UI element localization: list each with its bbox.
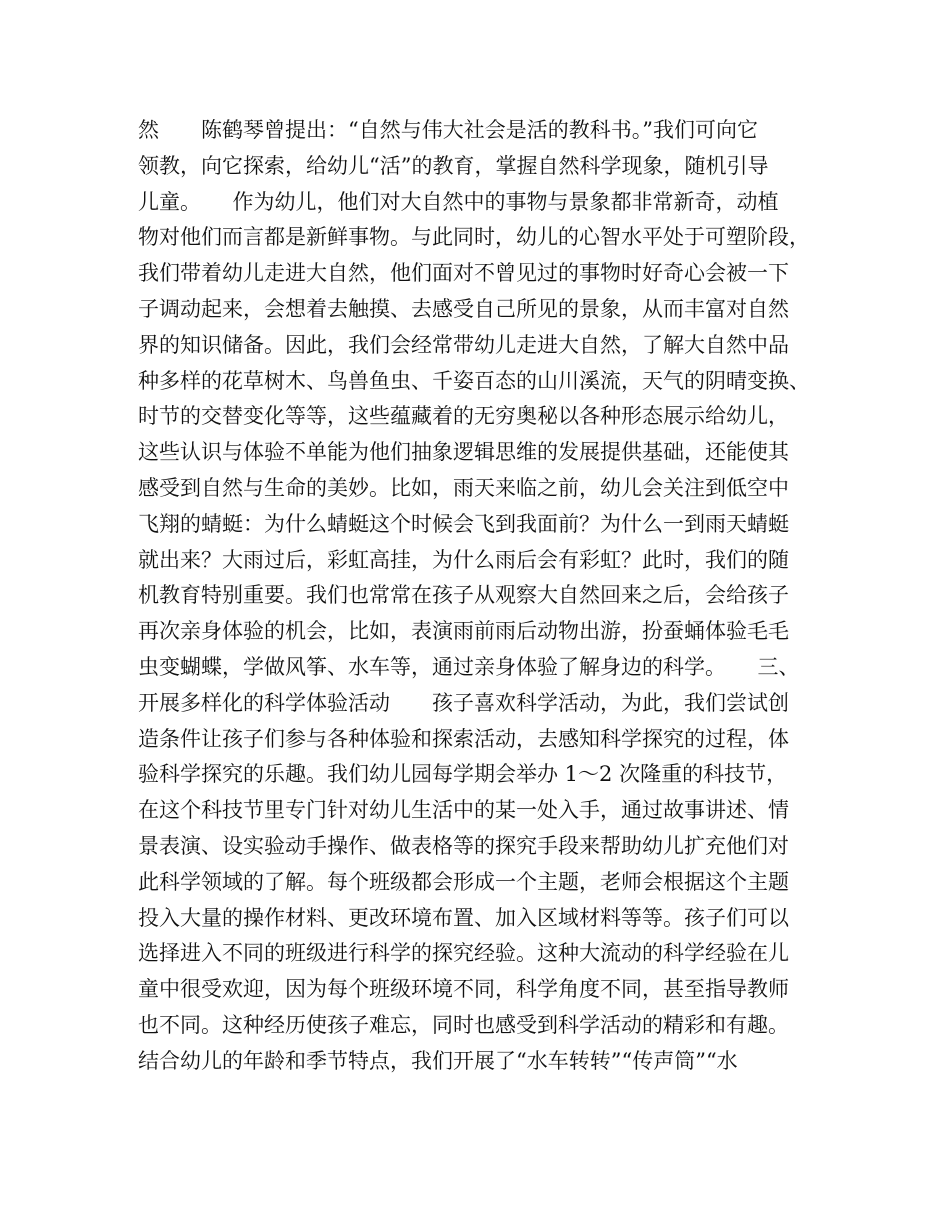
- text-line: 飞翔的蜻蜓：为什么蜻蜓这个时候会飞到我面前？为什么一到雨天蜻蜓: [138, 511, 789, 536]
- text-line: 机教育特别重要。我们也常常在孩子从观察大自然回来之后，会给孩子: [138, 583, 789, 608]
- text-line: 景表演、设实验动手操作、做表格等的探究手段来帮助幼儿扩充他们对: [138, 833, 789, 858]
- text-line: 造条件让孩子们参与各种体验和探索活动，去感知科学探究的过程，体: [138, 726, 789, 751]
- text-line: 然 陈鹤琴曾提出：“自然与伟大社会是活的教科书。”我们可向它: [138, 118, 758, 142]
- text-line: 子调动起来，会想着去触摸、去感受自己所见的景象，从而丰富对自然: [138, 296, 789, 321]
- text-line: 时节的交替变化等等，这些蕴藏着的无穷奥秘以各种形态展示给幼儿，: [138, 404, 789, 429]
- text-line: 童中很受欢迎，因为每个班级环境不同，科学角度不同，甚至指导教师: [138, 977, 789, 1002]
- text-line: 界的知识储备。因此，我们会经常带幼儿走进大自然，了解大自然中品: [138, 332, 789, 357]
- text-line: 儿童。 作为幼儿，他们对大自然中的事物与景象都非常新奇，动植: [138, 189, 779, 214]
- text-line: 种多样的花草树木、鸟兽鱼虫、千姿百态的山川溪流，天气的阴晴变换、: [138, 368, 810, 393]
- text-line: 此科学领域的了解。每个班级都会形成一个主题，老师会根据这个主题: [138, 869, 789, 894]
- text-line: 就出来？大雨过后，彩虹高挂，为什么雨后会有彩虹？此时，我们的随: [138, 547, 789, 572]
- text-line: 选择进入不同的班级进行科学的探究经验。这种大流动的科学经验在儿: [138, 941, 789, 966]
- text-line: 在这个科技节里专门针对幼儿生活中的某一处入手，通过故事讲述、情: [138, 798, 789, 823]
- text-line: 我们带着幼儿走进大自然，他们面对不曾见过的事物时好奇心会被一下: [138, 261, 789, 286]
- text-line: 也不同。这种经历使孩子难忘，同时也感受到科学活动的精彩和有趣。: [138, 1012, 789, 1037]
- text-line: 验科学探究的乐趣。我们幼儿园每学期会举办 1～2 次隆重的科技节，: [138, 762, 788, 787]
- text-line: 感受到自然与生命的美妙。比如，雨天来临之前，幼儿会关注到低空中: [138, 475, 789, 500]
- text-line: 这些认识与体验不单能为他们抽象逻辑思维的发展提供基础，还能使其: [138, 440, 789, 465]
- text-line: 领教，向它探索，给幼儿“活”的教育，掌握自然科学现象，随机引导: [138, 153, 769, 178]
- text-line: 结合幼儿的年龄和季节特点，我们开展了“水车转转”“传声筒”“水: [138, 1048, 738, 1073]
- text-line: 虫变蝴蝶，学做风筝、水车等，通过亲身体验了解身边的科学。 三、: [138, 654, 800, 679]
- text-line: 再次亲身体验的机会，比如，表演雨前雨后动物出游，扮蚕蛹体验毛毛: [138, 619, 789, 644]
- body-text: [138, 113, 838, 1080]
- text-line: 物对他们而言都是新鲜事物。与此同时，幼儿的心智水平处于可塑阶段，: [138, 225, 810, 250]
- text-line: 投入大量的操作材料、更改环境布置、加入区域材料等等。孩子们可以: [138, 905, 789, 930]
- text-line: 开展多样化的科学体验活动 孩子喜欢科学活动，为此，我们尝试创: [138, 690, 789, 715]
